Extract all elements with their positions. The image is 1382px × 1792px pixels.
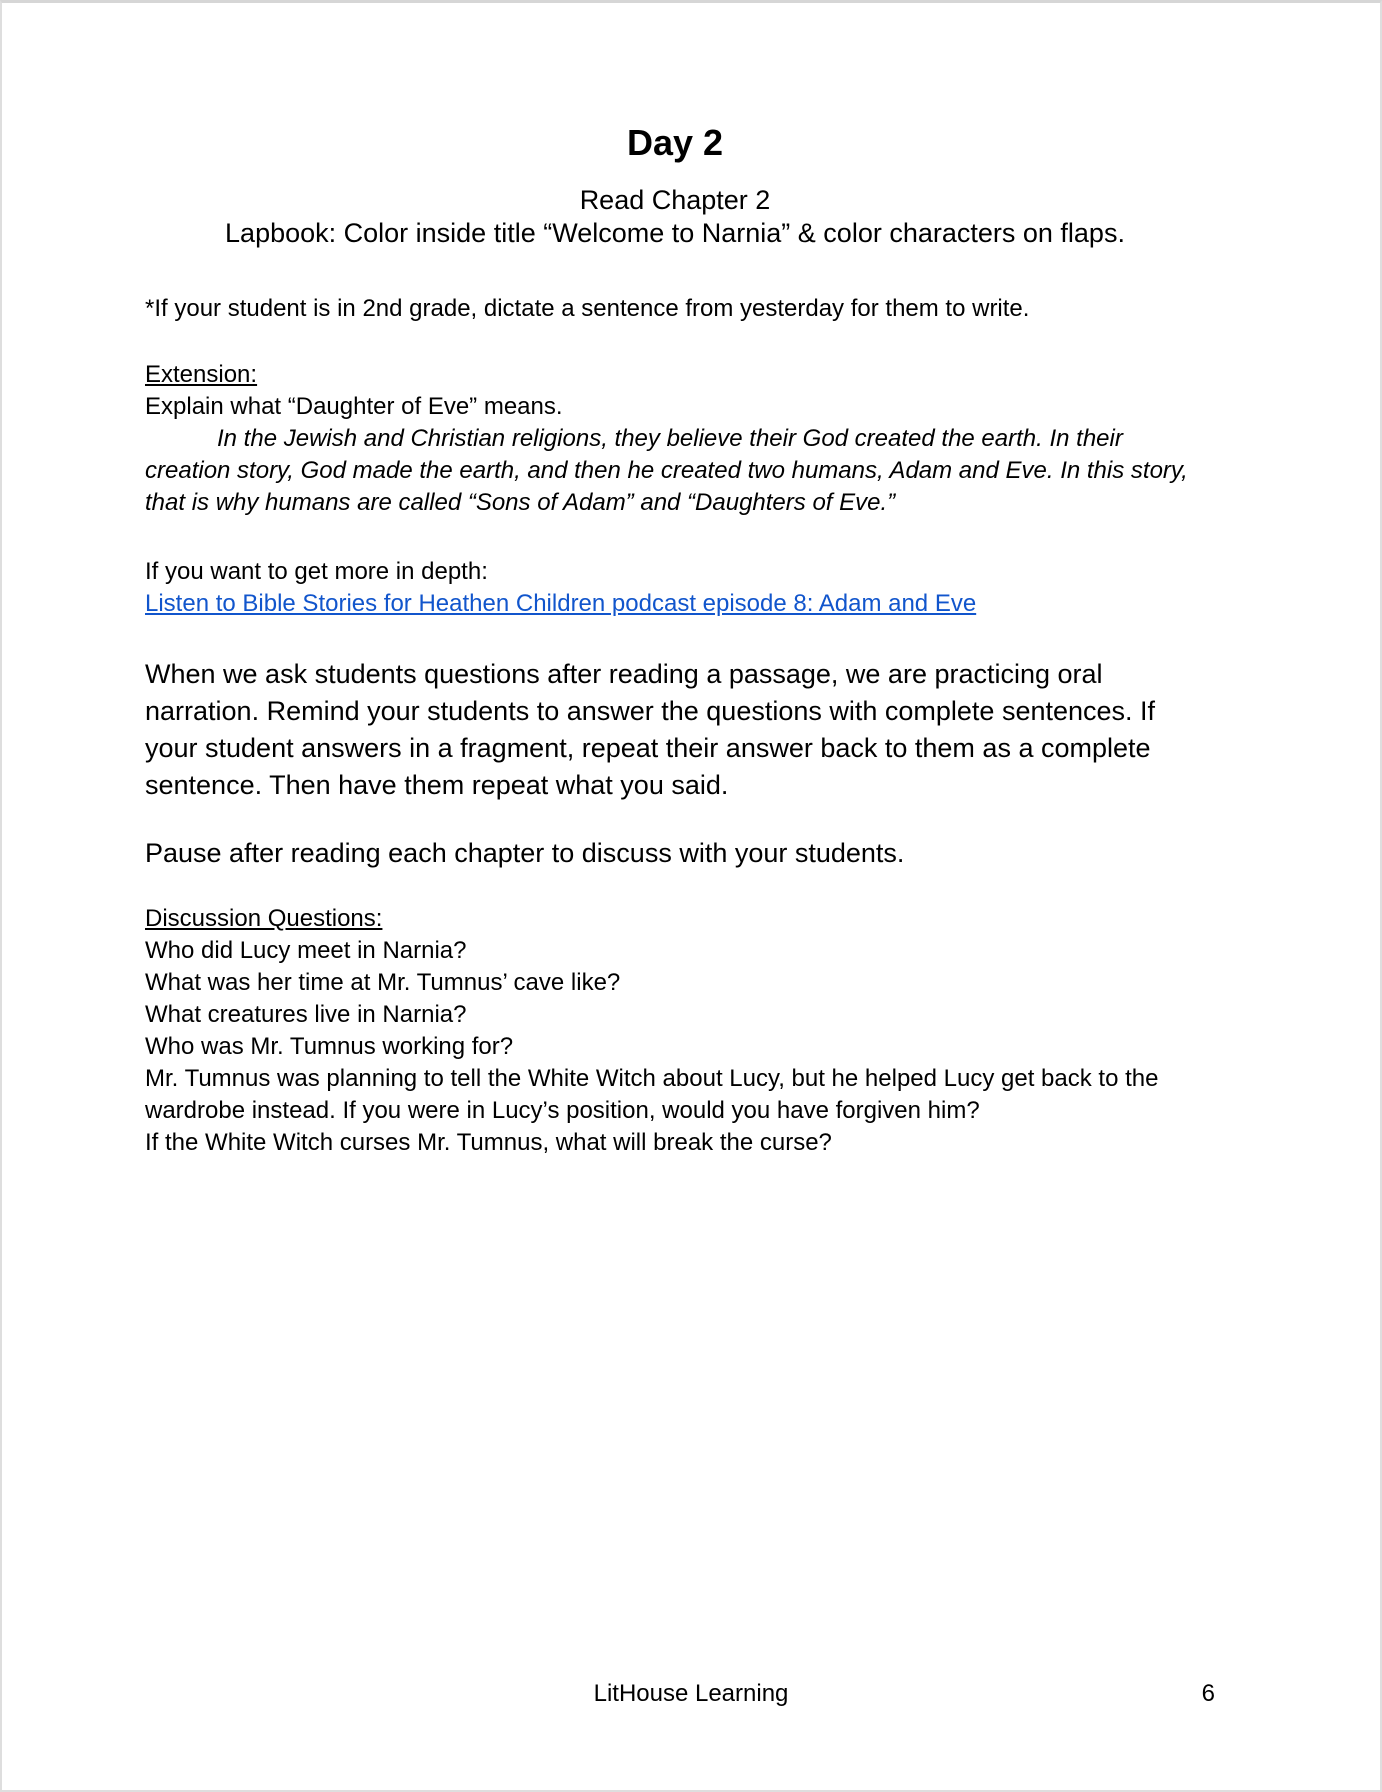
page-content (2, 121, 1380, 1159)
page-footer (2, 1678, 1380, 1710)
discussion-question: Who did Lucy meet in Narnia? (145, 937, 467, 964)
extension-prompt: Explain what “Daughter of Eve” means. (145, 393, 563, 420)
discussion-question: Who was Mr. Tumnus working for? (145, 1033, 514, 1060)
footer-brand: LitHouse Learning (593, 1680, 789, 1707)
discussion-section (145, 903, 1205, 1159)
more-depth-label: If you want to get more in depth: (145, 558, 488, 585)
extension-answer: In the Jewish and Christian religions, they believe their God created the earth. In their creation story, God made the earth, and then he created two humans, Adam and Eve. In this story, that is why humans are called “Sons of Adam” and “Daughters of Eve.” (145, 425, 1188, 516)
discussion-question: Mr. Tumnus was planning to tell the White Witch about Lucy, but he helped Lucy get back to the wardrobe instead. If you were in Lucy’s position, would you have forgiven him? (145, 1065, 1159, 1124)
pause-note: Pause after reading each chapter to discuss with your students. (145, 838, 905, 868)
more-depth-section (145, 556, 1205, 620)
extension-section (145, 359, 1205, 519)
lapbook-instruction: Lapbook: Color inside title “Welcome to Narnia” & color characters on flaps. (225, 218, 1125, 248)
reading-assignment: Read Chapter 2 (579, 185, 771, 215)
page-title: Day 2 (626, 122, 724, 163)
oral-narration-paragraph: When we ask students questions after reading a passage, we are practicing oral narration. Remind your students to answer the questions with complete sentences. If your student answers in a fragment, repeat their answer back to them as a complete sentence. Then have them repeat what you said. (145, 659, 1156, 800)
discussion-question: What creatures live in Narnia? (145, 1001, 467, 1028)
discussion-question: If the White Witch curses Mr. Tumnus, what will break the curse? (145, 1129, 832, 1156)
discussion-question: What was her time at Mr. Tumnus’ cave like? (145, 969, 621, 996)
page-number: 6 (1201, 1680, 1215, 1707)
discussion-heading: Discussion Questions: (145, 905, 383, 932)
assignment-subtitle (145, 184, 1205, 250)
podcast-link[interactable]: Listen to Bible Stories for Heathen Children podcast episode 8: Adam and Eve (145, 590, 977, 617)
grade-note: *If your student is in 2nd grade, dictate a sentence from yesterday for them to write. (145, 295, 1030, 322)
extension-heading: Extension: (145, 361, 258, 388)
